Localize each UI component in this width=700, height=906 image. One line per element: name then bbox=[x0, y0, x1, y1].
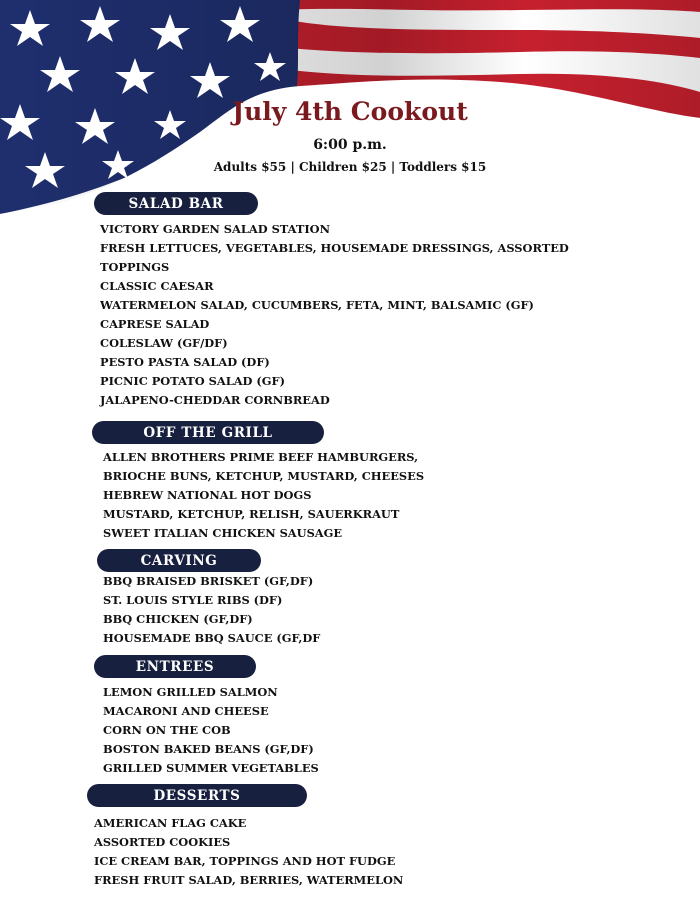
list-item: ALLEN BROTHERS PRIME BEEF HAMBURGERS, bbox=[103, 450, 419, 464]
list-item: ST. LOUIS STYLE RIBS (DF) bbox=[103, 593, 283, 607]
section-header-carving: CARVING bbox=[97, 549, 261, 572]
list-item: CLASSIC CAESAR bbox=[100, 279, 214, 293]
list-item: BBQ CHICKEN (GF,DF) bbox=[103, 612, 253, 626]
list-item: AMERICAN FLAG CAKE bbox=[94, 816, 247, 830]
list-item: HOUSEMADE BBQ SAUCE (GF,DF bbox=[103, 631, 321, 645]
section-header-salad-bar: SALAD BAR bbox=[94, 192, 258, 215]
list-item: CAPRESE SALAD bbox=[100, 317, 210, 331]
list-item: COLESLAW (GF/DF) bbox=[100, 336, 228, 350]
list-item: TOPPINGS bbox=[100, 260, 170, 274]
list-item: CORN ON THE COB bbox=[103, 723, 231, 737]
page-title: July 4th Cookout bbox=[232, 97, 468, 126]
section-header-desserts: DESSERTS bbox=[87, 784, 307, 807]
list-item: VICTORY GARDEN SALAD STATION bbox=[100, 222, 330, 236]
list-item: GRILLED SUMMER VEGETABLES bbox=[103, 761, 319, 775]
list-item: PESTO PASTA SALAD (DF) bbox=[100, 355, 270, 369]
list-item: FRESH LETTUCES, VEGETABLES, HOUSEMADE DRESSINGS, ASSORTED bbox=[100, 241, 569, 255]
section-header-off-the-grill: OFF THE GRILL bbox=[92, 421, 324, 444]
carving-list bbox=[103, 572, 320, 648]
list-item: BBQ BRAISED BRISKET (GF,DF) bbox=[103, 574, 314, 588]
off-the-grill-list bbox=[103, 448, 424, 543]
list-item: JALAPENO-CHEDDAR CORNBREAD bbox=[100, 393, 330, 407]
price-line: Adults $55 | Children $25 | Toddlers $15 bbox=[213, 160, 487, 174]
list-item: BOSTON BAKED BEANS (GF,DF) bbox=[103, 742, 314, 756]
entrees-list bbox=[103, 683, 319, 778]
salad-bar-list bbox=[100, 220, 569, 410]
list-item: ASSORTED COOKIES bbox=[94, 835, 231, 849]
list-item: FRESH FRUIT SALAD, BERRIES, WATERMELON bbox=[94, 873, 404, 887]
list-item: ICE CREAM BAR, TOPPINGS AND HOT FUDGE bbox=[94, 854, 396, 868]
list-item: SWEET ITALIAN CHICKEN SAUSAGE bbox=[103, 526, 343, 540]
section-header-entrees: ENTREES bbox=[94, 655, 256, 678]
list-item: MACARONI AND CHEESE bbox=[103, 704, 269, 718]
list-item: HEBREW NATIONAL HOT DOGS bbox=[103, 488, 312, 502]
list-item: BRIOCHE BUNS, KETCHUP, MUSTARD, CHEESES bbox=[103, 469, 425, 483]
list-item: WATERMELON SALAD, CUCUMBERS, FETA, MINT, BALSAMIC (GF) bbox=[100, 298, 534, 312]
event-time: 6:00 p.m. bbox=[313, 137, 387, 153]
list-item: LEMON GRILLED SALMON bbox=[103, 685, 278, 699]
desserts-list bbox=[94, 814, 403, 890]
list-item: PICNIC POTATO SALAD (GF) bbox=[100, 374, 285, 388]
list-item: MUSTARD, KETCHUP, RELISH, SAUERKRAUT bbox=[103, 507, 400, 521]
